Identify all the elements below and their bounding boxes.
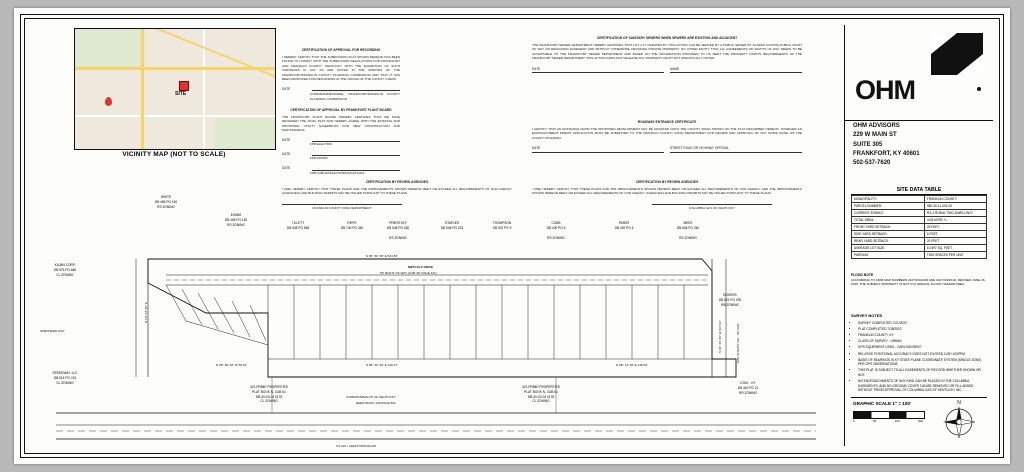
address-line-2: SUITE 305	[853, 141, 883, 148]
adjoiner-label: EVANS DB 408 PG 130 RS ZONING	[224, 213, 248, 227]
bearing-label: N 03° 23' 30" E	[144, 302, 148, 323]
adjoiner-label: STAPLES DB 546 PG 233	[440, 221, 464, 230]
list-item: • CLASS OF SURVEY - URBAN	[858, 339, 987, 344]
table-row: TOTAL AREA: 4.08 ACRE +/-	[852, 217, 987, 224]
adjoiner-label: PARKS DB 452 PG 6	[614, 221, 634, 230]
site-data-table	[851, 185, 987, 259]
bearing-label: S 03° 23' 30" W 207.00'	[718, 320, 722, 353]
bearing-label: S 86° 36' 30" E 534.53'	[366, 254, 398, 258]
scale-tick: 0	[853, 419, 855, 423]
list-item: • FRANKLIN COUNTY, KY	[858, 333, 987, 338]
table-row: PARKING: TWO SPACES PER UNIT	[852, 252, 987, 259]
bearing-label: S 86° 36' 30" E 318.47'	[366, 363, 398, 367]
list-item: • GPS EQUIPMENT USED - CARLSON BRX7	[858, 345, 987, 350]
street-name-label: METCALF DRIVE	[408, 265, 434, 269]
cert-plant-board: CERTIFICATION OF APPROVAL BY FRANKFORT PLANT BOARD THE FRANKFORT PLANT BOARD HEREBY CERTIFIES THAT WE HAVE REVIEWED THE FINAL PLAT AND HEREBY AGREE WITH THE EXISTING AND PROPOSED UTILITY EASEMENTS FOR NEW CONSTRUCTION AND MAINTENANCE. DATE FPB ELECTRIC DATE FPB WATER DATE FPB CABLE/TELECOMMUNICATIONS	[282, 108, 400, 175]
title-block	[844, 25, 993, 446]
table-row: AVERAGE LOT SIZE: 10,597 SQ. FEET	[852, 245, 987, 252]
vicinity-site-label: SITE	[175, 91, 187, 97]
bottom-road-label: COMMONWEALTH OF KENTUCKY	[346, 395, 396, 399]
adjoiner-label: WHITE DB 465 PG 140 RS ZONING	[154, 195, 178, 209]
cert-review-agencies-left: CERTIFICATION BY REVIEW AGENCIES I (WE) HEREBY CERTIFY THAT THESE PLANS AND THE IMPROVEMENTS SHOWN HEREON MEET OR EXCEED ALL REQUIREMENTS OF OUR AGENCY (AGENCIES) AND BUILDING PERMITS MAY BE ISSUED PURSUANT TO THESE PLANS. FRANKLIN COUNTY FIRE DEPARTMENT	[282, 180, 512, 210]
ohm-logo-icon	[931, 33, 983, 75]
street-row-label: 50' RIGHT OF WAY (CAB 38, PAGE 121)	[380, 271, 437, 275]
owner-block: 421 PRIME PROPERTIES PLAT BOOK N, CAB 61 DB-00-03-03 0178 CL ZONING	[522, 385, 560, 404]
scale-tick: 50	[872, 419, 877, 423]
bottom-road-sub-label: DEED BOOK 446 PAGE 562	[356, 401, 396, 405]
adjoiner-label: KAJAN CORP. DB 576 PG 846 CL ZONING	[53, 263, 77, 277]
survey-notes	[851, 313, 987, 395]
table-row: FRONT YARD SETBACK: 25 FEET	[852, 224, 987, 231]
map-pin-icon	[105, 97, 112, 106]
table-row: SIDE YARD SETBACK: 5 FEET	[852, 231, 987, 238]
logo-dot-icon	[977, 87, 981, 91]
scale-ticks	[853, 419, 923, 423]
cert-recording: CERTIFICATION OF APPROVAL FOR RECORDING I HEREBY CERTIFY THAT THE SUBDIVISION PLAT SHOWN HEREON HAS BEEN FOUND TO COMPLY WITH THE SUBDIVISION REGULATIONS FOR FRANKFORT AND FRANKLIN COUNTY, KENTUCKY WITH THE EXCEPTION OF SUCH VARIANCES IF ANY AS ARE NOTED IN THE MINUTES OF THE FRANKFORT/FRANKLIN COUNTY PLANNING COMMISSION AND THAT IT HAS BEEN APPROVED FOR RECORDING IN THE OFFICE OF THE COUNTY CLERK. DATE CHAIRMAN/DESIGNEE, FRANKFORT/FRANKLIN COUNTY PLANNING COMMISSION	[282, 48, 400, 101]
phone-number: 502-537-7620	[853, 160, 891, 167]
graphic-scale-label: GRAPHIC SCALE 1" = 100'	[853, 401, 912, 406]
list-item: • NO ENCROACHMENTS OF ANY KIND CAN BE PLACED IN THE COLUMBIA EASEMENTS, AND NO GROUND COVER CAN BE REMOVED OR FILL ADDED WITHOUT PRIOR APPROVAL OF COLUMBIA GAS OF KENTUCKY INC.	[858, 379, 987, 393]
scale-tick: 100	[894, 419, 900, 423]
list-item: • RELATIVE POSITIONAL ACCURACY DOES NOT EXCEED 0.05'+100PPM	[858, 352, 987, 357]
side-street-left-label: SHEPHERD WAY	[40, 329, 65, 333]
ohm-wordmark: OHM	[855, 75, 915, 105]
cert-sanitary-sewer: CERTIFICATION OF SANITARY SEWERS WHEN SEWERS ARE EXISTING AND ADJACENT THE FRANKFORT SEWER DEPARTMENT HEREBY CERTIFIES THAT LOT 1-17 CREATED BY THIS ACTION CAN BE SERVED BY A PUBLIC SEWER BY ACCESS ACROSS PUBLIC RIGHT OF WAY OR DEDICATED EASEMENT AND WITHOUT OTHERWISE CROSSING PRIVATE PROPERTY. NO OTHER ENTITY THAT ALL AGREEMENTS OR RIGHTS OF WAY NEEDS TO BE ACCEPTABLE TO THE FRANKFORT SEWER DEPARTMENT AND BASED ON THE INFORMATION PROVIDED TO US MEET THE PROPERTY RIGHTS REQUIREMENTS OF THE FRANKFORT SEWER DEPARTMENT. THIS ACTION DOES NOT RELEASE ANY PROPERTY RIGHT NOT SPECIFICALLY NOTED. DATE NAME	[532, 36, 802, 73]
address-line-1: 229 W MAIN ST	[853, 132, 897, 139]
owner-block: 421 PRIME PROPERTIES PLAT BOOK N, CAB 61 DB-00-03-03 0178 CL ZONING	[250, 385, 288, 404]
table-row: PARCEL NUMBER: 080-30-11-001.00	[852, 203, 987, 210]
cert-review-agencies-right: CERTIFICATION BY REVIEW AGENCIES I (WE) HEREBY CERTIFY THAT THESE PLANS AND THE IMPROVEMENTS SHOWN HEREON MEET OR EXCEED ALL REQUIREMENTS OF OUR AGENCY AND THE IMPROVEMENTS SHOWN HEREON MEET OR EXCEED ALL REQUIREMENTS OF OUR AGENCY (AGENCIES) AND BUILDING PERMITS MAY BE ISSUED PURSUANT TO THESE PLANS. COLUMBIA GAS OF KENTUCKY	[532, 180, 802, 210]
adjoiner-label: BOKERS DB 522 PG 290 RB ZONING	[718, 293, 742, 307]
adjoiner-label: PRIESTLEY DB 548 PG 430 RS ZONING	[386, 221, 410, 240]
list-item: • SURVEY COMPLETED 7/21/2022	[858, 321, 987, 326]
adjoiner-label: COM. - KY DB 440 PG 21 RR ZONING	[737, 381, 759, 395]
company-address	[853, 122, 920, 168]
compass-rose-icon	[937, 398, 981, 442]
address-line-3: FRANKFORT, KY 40601	[853, 150, 920, 157]
bearing-label: N 88° 14' 38" E 116.03'	[616, 363, 648, 367]
graphic-scale	[851, 397, 987, 440]
bottom-route-label: US 421 / LEESTOWN ROAD	[336, 444, 377, 448]
site-plan-drawing	[36, 163, 826, 453]
plat-sheet	[14, 8, 1010, 464]
site-marker	[179, 81, 189, 91]
scale-bar-icon	[853, 411, 925, 419]
svg-text:N: N	[957, 400, 961, 406]
table-row: REAR YARD SETBACK: 20 FEET	[852, 238, 987, 245]
list-item: • BASIS OF BEARINGS IS KY STATE PLANE COORDINATE SYSTEM (SINGLE ZONE) PER GPS OBSERVATIONS	[858, 358, 987, 367]
adjoiner-label: RIFFE DB 740 PG 260	[340, 221, 364, 230]
vicinity-map-caption: VICINITY MAP (NOT TO SCALE)	[122, 151, 226, 158]
vicinity-map	[74, 28, 276, 150]
cert-roadway-entrance: ROADWAY ENTRANCE CERTIFICATE I CERTIFY THAT AN ENTRANCE FROM THE PROPOSED DEVELOPMENT MAY BE GRANTED ONTO THE COUNTY ROAD SHOWN ON THE PLAT DESCRIBED HEREON. HOWEVER AN ENCROACHMENT PERMIT APPLICATION MUST BE SUBMITTED TO THE FRANKLIN COUNTY ROAD DEPARTMENT FOR REVIEW AND APPROVAL OF ANY WORK DONE ON THE COUNTY ROADWAY. DATE STREET ROAD OR HIGHWAY OFFICIAL	[532, 120, 802, 153]
survey-notes-heading: SURVEY NOTES	[851, 313, 883, 318]
adjoiner-label: SPEEDWAY, LLC DB 516 PG 215 CL ZONING	[52, 371, 78, 385]
logo-area	[845, 25, 993, 121]
plat-geometry	[36, 163, 826, 453]
flood-note-heading: FLOOD NOTE	[851, 273, 874, 277]
adjoiner-label: MEEK DB 606 PG 240 RS ZONING	[676, 221, 700, 240]
site-data-table-caption: SITE DATA TABLE	[851, 185, 987, 195]
side-street-right-label: OAK SHELBY DR. - 50' R/W	[736, 323, 740, 363]
list-item: • PLAT COMPLETED 7/28/2022	[858, 327, 987, 332]
table-row: CURRENT ZONING: RS-1 RURAL TWO-DWELLING*	[852, 210, 987, 217]
company-name: OHM ADVISORS	[853, 123, 900, 129]
flood-note-body: ACCORDING TO FIRM MAP NUMBERS 21073C0132D AND 21073C0151D, REVISED JUNE 16, 2015, THE SUBJECT PROPERTY IS NOT IN A SPECIAL FLOOD HAZARD AREA.	[851, 277, 986, 287]
flood-note	[851, 273, 987, 286]
adjoiner-label: THOMPSON DB 397 PG 9	[492, 221, 512, 230]
list-item: • THIS PLAT IS SUBJECT TO ALL EASEMENTS OF RECORD WHETHER SHOWN OR NOT.	[858, 368, 987, 377]
table-row: MUNICIPALITY: FRANKLIN COUNTY	[852, 196, 987, 203]
scale-tick: 200	[917, 419, 923, 423]
adjoiner-label: COBB DB 400 PG 6 RS ZONING	[546, 221, 566, 240]
adjoiner-label: TILLETT DB 538 PG 566	[286, 221, 310, 230]
bearing-label: N 05° 38' 48" W 63.91'	[216, 363, 248, 367]
